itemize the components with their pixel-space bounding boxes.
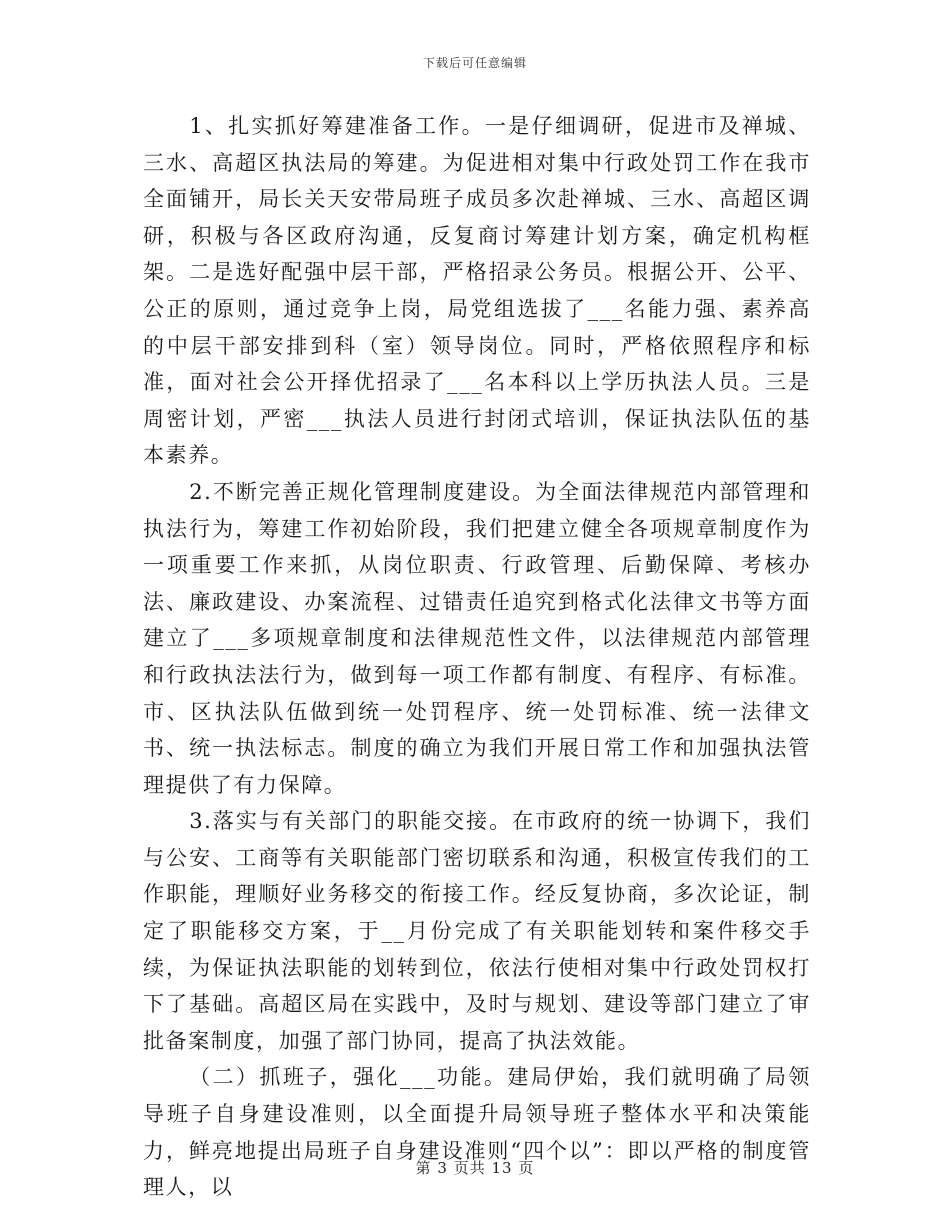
paragraph-4: （二）抓班子，强化___功能。建局伊始，我们就明确了局领导班子自身建设准则，以全面提升局领导班子整体水平和决策能力，鲜亮地提出局班子自身建设准则“四个以”：即以严格的制度管理人，以 (143, 1065, 811, 1200)
page-footer: 第 3 页共 13 页 (415, 1159, 535, 1177)
page-header: 下载后可任意编辑 (422, 56, 527, 70)
document-body (143, 108, 811, 1206)
paragraph-3: 3.落实与有关部门的职能交接。在市政府的统一协调下，我们与公安、工商等有关职能部门密切联系和沟通，积极宣传我们的工作职能，理顺好业务移交的衔接工作。经反复协商，多次论证，制定了职能移交方案，于__月份完成了有关职能划转和案件移交手续，为保证执法职能的划转到位，依法行使相对集中行政处罚权打下了基础。高超区局在实践中，及时与规划、建设等部门建立了审批备案制度，加强了部门协同，提高了执法效能。 (143, 809, 811, 1053)
paragraph-1: 1、扎实抓好筹建准备工作。一是仔细调研，促进市及禅城、三水、高超区执法局的筹建。为促进相对集中行政处罚工作在我市全面铺开，局长关天安带局班子成员多次赴禅城、三水、高超区调研，积极与各区政府沟通，反复商讨筹建计划方案，确定机构框架。二是选好配强中层干部，严格招录公务员。根据公开、公平、公正的原则，通过竞争上岗，局党组选拔了___名能力强、素养高的中层干部安排到科（室）领导岗位。同时，严格依照程序和标准，面对社会公开择优招录了___名本科以上学历执法人员。三是周密计划，严密___执法人员进行封闭式培训，保证执法队伍的基本素养。 (143, 114, 811, 468)
paragraph-2: 2.不断完善正规化管理制度建设。为全面法律规范内部管理和执法行为，筹建工作初始阶段，我们把建立健全各项规章制度作为一项重要工作来抓，从岗位职责、行政管理、后勤保障、考核办法、廉政建设、办案流程、过错责任追究到格式化法律文书等方面建立了___多项规章制度和法律规范性文件，以法律规范内部管理和行政执法法行为，做到每一项工作都有制度、有程序、有标准。市、区执法队伍做到统一处罚程序、统一处罚标准、统一法律文书、统一执法标志。制度的确立为我们开展日常工作和加强执法管理提供了有力保障。 (143, 479, 811, 797)
